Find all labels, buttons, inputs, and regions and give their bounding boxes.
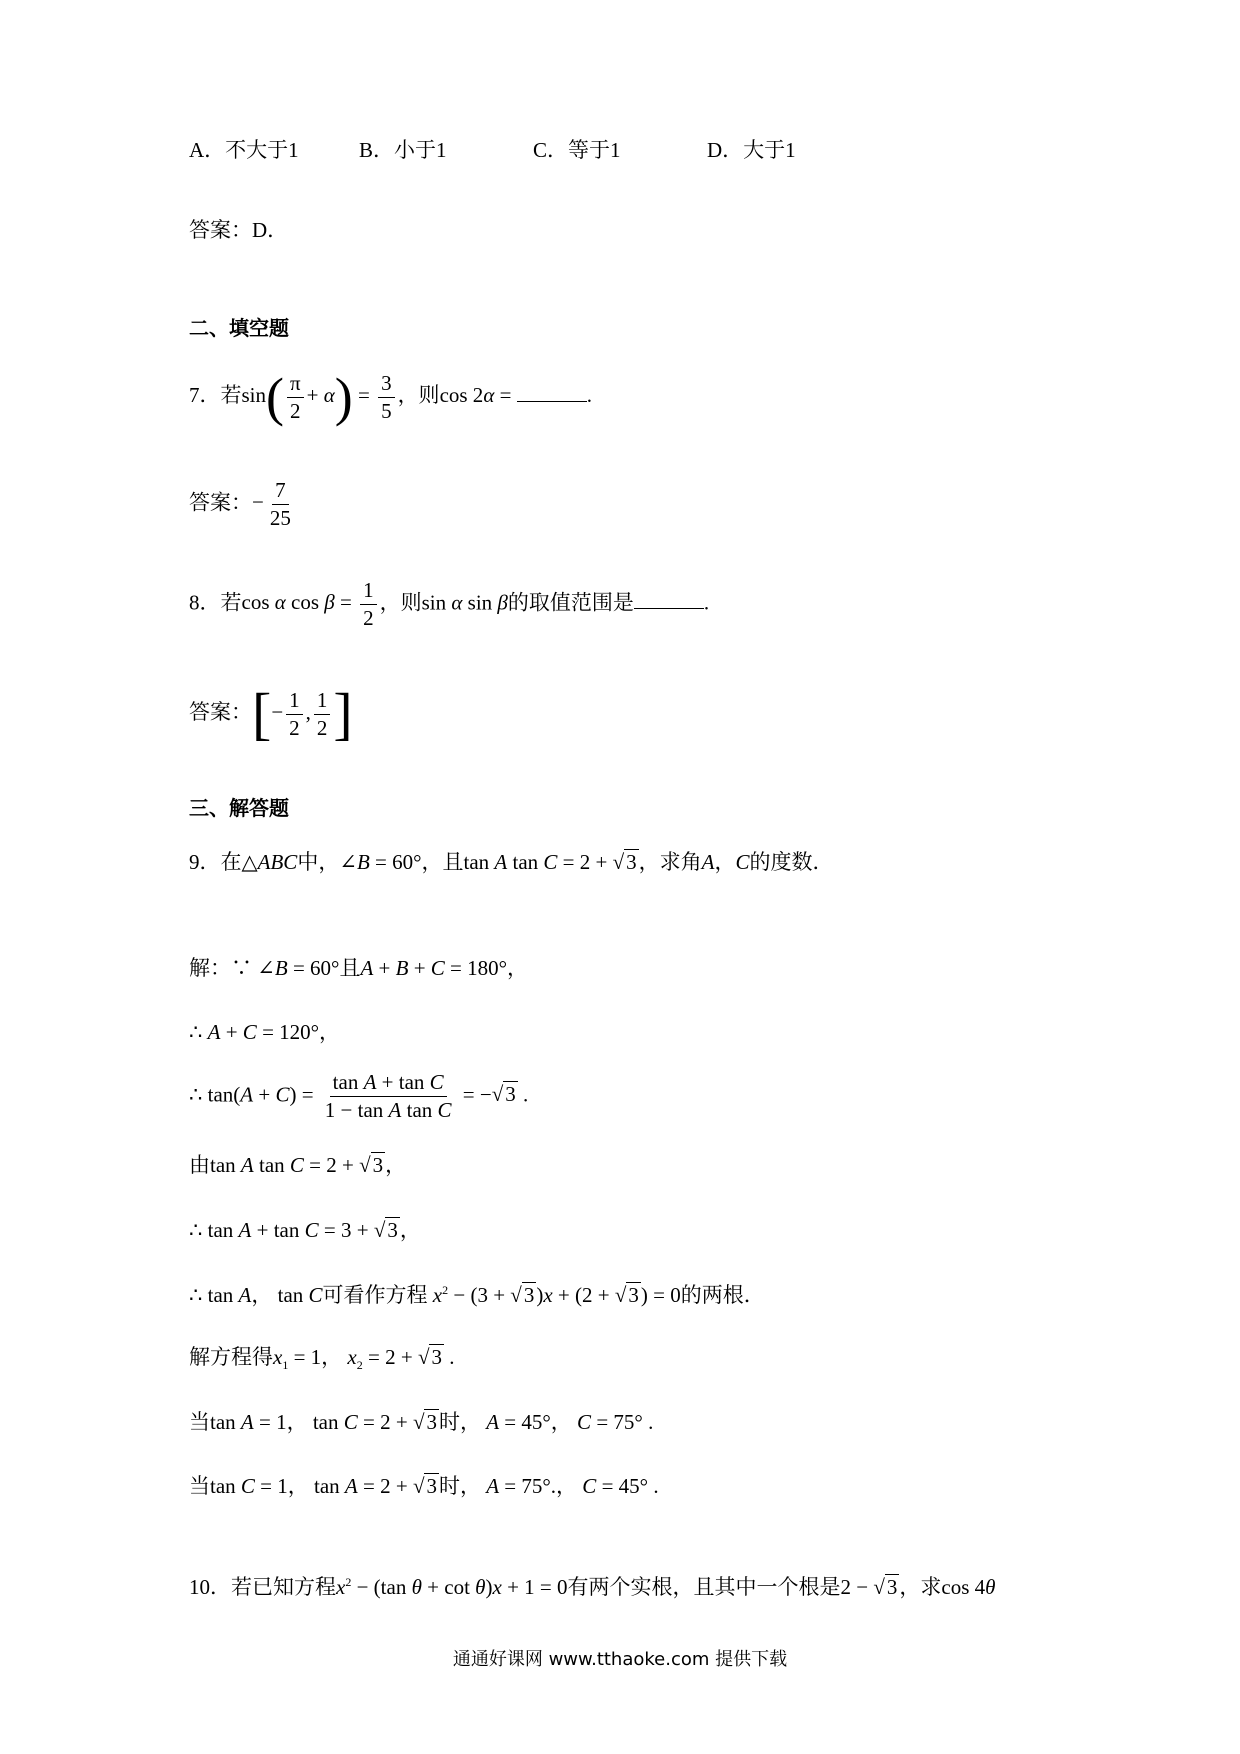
q8-equation: cos α cos β = $\frac{1}{2}$ — [242, 590, 380, 614]
q6-option-b: B．小于1 — [359, 138, 447, 162]
question-9: 9．在△ABC中，∠B = 60°，且tan A tan C = 2 + √3，求角A，C的度数． — [189, 850, 834, 874]
q10-prefix: 10．若已知方程 — [189, 1575, 336, 1599]
solution-line-7: 解方程得$x_1 = 1$， $x_2 = 2 + √3$ . — [189, 1345, 455, 1373]
solution-when-1: 当 — [189, 1410, 210, 1434]
solution-when-2: 当 — [189, 1474, 210, 1498]
solution-roots: 的两根． — [680, 1283, 765, 1307]
question-10: 10．若已知方程$x^2 - (\tan$ θ + cot θ)x + 1 = 0有两个实根，且其中一个根是2 − √3，求cos 4θ — [189, 1575, 996, 1599]
solution-label: 解： — [189, 956, 231, 980]
q7-target: cos 2α = — [439, 382, 517, 407]
q9-prefix: 9．在 — [189, 850, 242, 874]
solution-line-2: ∴ A + C = 120°， — [189, 1020, 341, 1044]
page-footer: 通通好课网 www.tthaoke.com 提供下载 — [452, 1649, 788, 1670]
q7-tail: ，则 — [397, 382, 440, 407]
solution-then-1: 时， — [438, 1410, 481, 1434]
q7-answer: 答案：− $\frac{7}{25}$ — [189, 478, 291, 530]
q7-answer-label: 答案： — [189, 490, 252, 515]
q7-blank — [517, 383, 587, 402]
q8-answer-label: 答案： — [189, 699, 252, 724]
q7-equation: sin( $\frac{\pi}{2}$ + α) = $\frac{3}{5}$ — [242, 383, 398, 407]
solution-line-5: ∴ tan A + tan C = 3 + √3， — [189, 1218, 421, 1242]
section-3-title: 三、解答题 — [189, 796, 289, 820]
q6-options-row — [189, 140, 796, 161]
solution-can-see: 可看作方程 — [322, 1283, 428, 1307]
solution-line-6: ∴ tan A， tan C可看作方程 $x^2 - (3 + √3)x + (2 + √3) = 0$的两根． — [189, 1283, 765, 1307]
q6-answer: 答案：D． — [189, 218, 289, 242]
question-8: 8．若cos α cos β = $\frac{1}{2}$ ，则sin α sin β的取值范围是 . — [189, 578, 710, 630]
solution-line-1: 解：∵ ∠B = 60°且A + B + C = 180°， — [189, 956, 529, 980]
solution-line-4: 由tan A tan C = 2 + √3， — [189, 1153, 407, 1177]
solution-then-2: 时， — [438, 1474, 481, 1498]
section-2-title: 二、填空题 — [189, 316, 289, 340]
solution-solve: 解方程得 — [189, 1345, 273, 1369]
solution-and: 且 — [339, 956, 361, 980]
q7-prefix: 7．若 — [189, 382, 242, 407]
q6-option-c: C．等于1 — [533, 138, 621, 162]
question-7: 7．若sin( $\frac{\pi}{2}$ + α) = $\frac{3}{5}$ ，则cos 2α = . — [189, 367, 592, 427]
solution-line-9: 当tan C = 1， tan A = 2 + √3时， A = 75°.， C = 45° . — [189, 1474, 659, 1498]
q6-option-a: A．不大于1 — [189, 138, 299, 162]
q8-prefix: 8．若 — [189, 590, 242, 615]
solution-line-8: 当tan A = 1， tan C = 2 + √3时， A = 45°， C = 75° . — [189, 1410, 654, 1434]
q9-tail2: 的度数． — [749, 850, 834, 874]
q8-answer: 答案：[− $\frac{1}{2}$ , $\frac{1}{2}$ ] — [189, 681, 353, 746]
q9-mid1: 中， — [297, 850, 340, 874]
q6-option-d: D．大于1 — [707, 138, 796, 162]
q8-blank — [634, 590, 704, 609]
q10-tail: ，求 — [899, 1575, 942, 1599]
q8-tail2: 的取值范围是 — [507, 590, 634, 615]
solution-line-3: ∴ tan(A + C) = $\frac{\text{tan A + tan C}}{\text{1 − tan A tan C}}$ = −√3 . — [189, 1070, 529, 1122]
q10-mid: 有两个实根，且其中一个根是 — [567, 1575, 841, 1599]
q8-tail: ，则 — [379, 590, 422, 615]
q9-tail: ，求角 — [638, 850, 702, 874]
q9-mid2: ，且 — [421, 850, 464, 874]
solution-from: 由 — [189, 1153, 210, 1177]
